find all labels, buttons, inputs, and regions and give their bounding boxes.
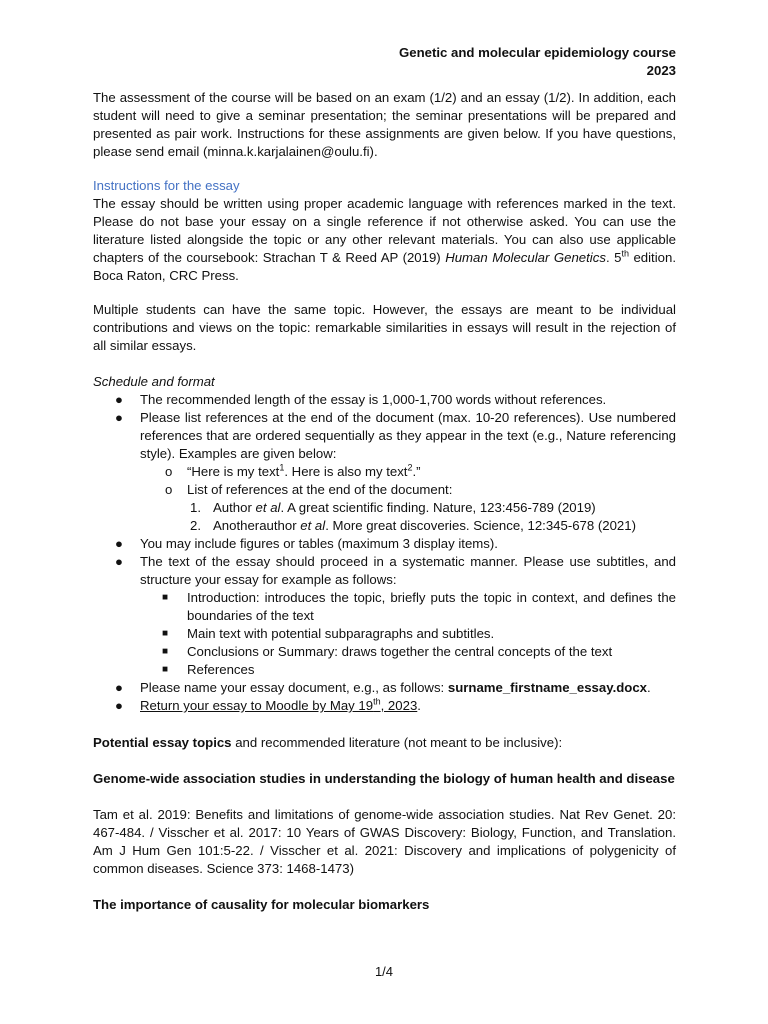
bullet-icon: ● [115,410,123,425]
bullet-icon: ● [115,698,123,713]
list-item: ● You may include figures or tables (maximum 3 display items). [115,536,498,551]
list-item: ● Please list references at the end of the document (max. 10-20 references). Use numbered references that are ordered sequentially as they appear in the text (e.g., Nature referencing style). Examples are given below: o “Here is my text$^1$. Here is also my text$^2$.” o List of references at the end of the document: 1. Author et al. A great scientific finding. Nature, 123:456-789 (2019) 2. Anotherauthor et al. More great discoveries. Science, 12:345-678 (2021) [115,410,676,533]
book-title: Human Molecular Genetics [445,250,606,265]
square-bullet-icon: ■ [162,646,169,657]
bullet-icon: ● [115,680,123,695]
bullet-icon: ● [115,554,123,569]
square-bullet-icon: ■ [162,628,169,639]
list-item: ■ References [162,662,255,677]
reference-example: 1. Author et al. A great scientific finding. Nature, 123:456-789 (2019) [190,500,596,515]
list-item: o List of references at the end of the document: [165,482,453,497]
square-bullet-icon: ■ [162,592,169,603]
topic-1-title: Genome-wide association studies in understanding the biology of human health and disease [93,771,675,786]
deadline: Return your essay to Moodle by May 19th, 2023 [140,696,418,713]
list-item: ● The text of the essay should proceed in a systematic manner. Please use subtitles, and structure your essay for example as follows: ■ Introduction: introduces the topic, briefly puts the topic in context, and defines the boundaries of the text ■ Main text with potential subparagraphs and subtitles. ■ Conclusions or Summary: draws together the central concepts of the text ■ References [115,554,676,677]
list-item: ■ Conclusions or Summary: draws together the central concepts of the text [162,644,613,659]
course-year: 2023 [646,63,676,78]
topic-2-title: The importance of causality for molecular biomarkers [93,897,430,912]
schedule-list [93,391,676,715]
list-item: ■ Introduction: introduces the topic, briefly puts the topic in context, and defines the boundaries of the text [162,590,676,623]
reference-example: 2. Anotherauthor et al. More great discoveries. Science, 12:345-678 (2021) [190,518,636,533]
list-item: ● Please name your essay document, e.g., as follows: surname_firstname_essay.docx. [115,680,651,695]
essay-heading: Instructions for the essay [93,178,240,193]
page-number: 1/4 [374,964,394,979]
file-name: surname_firstname_essay.docx [447,680,648,695]
circle-bullet-icon: o [165,482,173,497]
intro-paragraph: The assessment of the course will be based on an exam (1/2) and an essay (1/2). In addition, each student will need to give a seminar presentation; the seminar presentations will be prepared and presented as pair work. Instructions for these assignments are given below. If you have questions, please send email (minna.k.karjalainen@oulu.fi). [93,90,676,159]
topics-intro: Potential essay topics and recommended literature (not meant to be inclusive): [93,735,563,750]
course-title: Genetic and molecular epidemiology course [398,45,676,60]
list-item: ■ Main text with potential subparagraphs and subtitles. [162,626,495,641]
essay-paragraph-2: Multiple students can have the same topic. However, the essays are meant to be individual contributions and views on the topic: remarkable similarities in essays will result in the rejection of all similar essays. [93,302,676,353]
schedule-heading: Schedule and format [93,374,215,389]
square-bullet-icon: ■ [162,664,169,675]
list-item: ● Return your essay to Moodle by May 19th, 2023. [115,696,421,713]
topic-1-references: Tam et al. 2019: Benefits and limitations of genome-wide association studies. Nat Rev Genet. 20: 467-484. / Visscher et al. 2017: 10 Years of GWAS Discovery: Biology, Function, and Translation. Am J Hum Gen 101:5-22. / Visscher et al. 2021: Discovery and implications of polygenicity of common diseases. Science 373: 1468-1473) [93,807,676,876]
bullet-icon: ● [115,392,123,407]
list-item: ● The recommended length of the essay is 1,000-1,700 words without references. [115,392,607,407]
bullet-icon: ● [115,536,123,551]
list-item: o “Here is my text$^1$. Here is also my text$^2$.” [165,462,421,479]
circle-bullet-icon: o [165,464,173,479]
essay-paragraph-1: The essay should be written using proper academic language with references marked in the text. Please do not base your essay on a single reference if not otherwise asked. You can use the literature listed alongside the topic or any other relevant materials. You can also use applicable chapters of the coursebook: Strachan T & Reed AP (2019) Human Molecular Genetics. 5th edition. Boca Raton, CRC Press. [93,196,676,283]
